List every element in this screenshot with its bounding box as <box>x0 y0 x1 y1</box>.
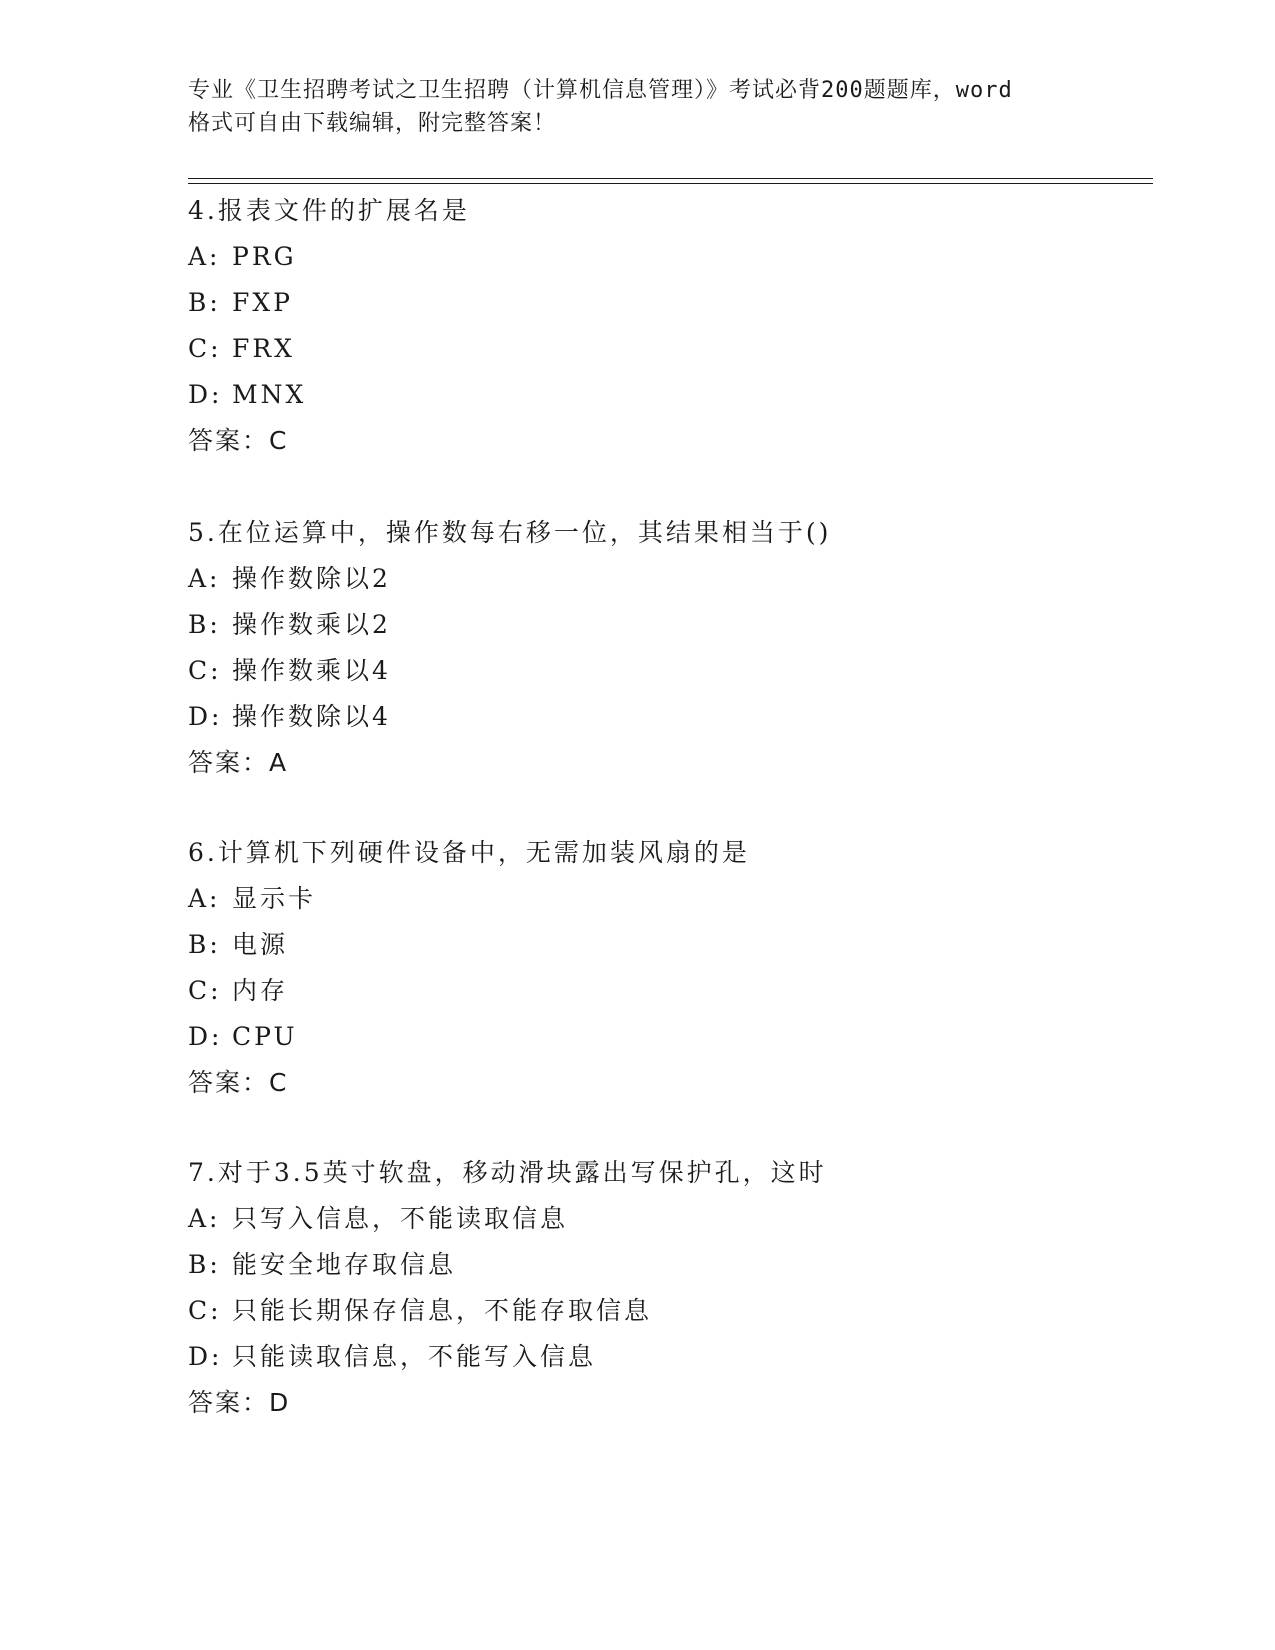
question-option <box>188 1334 1148 1380</box>
header-line: 格式可自由下载编辑，附完整答案！ <box>188 111 557 136</box>
option-text: 内存 <box>232 976 289 1005</box>
question-title: 6.计算机下列硬件设备中，无需加装风扇的是 <box>188 838 750 867</box>
question-title: 5.在位运算中，操作数每右移一位，其结果相当于() <box>188 518 832 547</box>
option-text: FRX <box>232 334 295 363</box>
question-option <box>188 234 1148 280</box>
option-text: 能安全地存取信息 <box>232 1250 457 1279</box>
question-option <box>188 280 1148 326</box>
option-key: D: <box>188 1022 223 1051</box>
option-key: A: <box>188 242 221 271</box>
question-option <box>188 372 1148 418</box>
option-key: B: <box>188 1250 221 1279</box>
option-text: MNX <box>232 380 307 409</box>
question-answer: 答案：C <box>188 426 289 455</box>
option-key: C: <box>188 656 222 685</box>
question-option <box>188 922 1148 968</box>
question-option <box>188 968 1148 1014</box>
question-option <box>188 1288 1148 1334</box>
option-text: 只能读取信息，不能写入信息 <box>232 1342 597 1371</box>
header-divider <box>188 178 1153 179</box>
question-option <box>188 694 1148 740</box>
option-key: B: <box>188 610 221 639</box>
option-key: B: <box>188 930 221 959</box>
option-text: 电源 <box>232 930 289 959</box>
question-title: 7.对于3.5英寸软盘，移动滑块露出写保护孔，这时 <box>188 1158 827 1187</box>
question-block <box>188 1150 1148 1426</box>
option-text: 只能长期保存信息，不能存取信息 <box>232 1296 653 1325</box>
question-block <box>188 188 1148 464</box>
option-key: A: <box>188 884 221 913</box>
option-text: 操作数乘以4 <box>232 656 391 685</box>
question-title: 4.报表文件的扩展名是 <box>188 196 470 225</box>
option-text: 显示卡 <box>232 884 317 913</box>
question-option <box>188 648 1148 694</box>
question-option <box>188 556 1148 602</box>
option-key: B: <box>188 288 221 317</box>
question-option <box>188 1014 1148 1060</box>
question-block <box>188 830 1148 1106</box>
option-text: 操作数除以2 <box>232 564 391 593</box>
option-key: A: <box>188 564 221 593</box>
question-option <box>188 326 1148 372</box>
option-text: 操作数乘以2 <box>232 610 391 639</box>
option-key: C: <box>188 976 222 1005</box>
question-option <box>188 602 1148 648</box>
question-answer: 答案：A <box>188 748 289 777</box>
option-key: D: <box>188 1342 223 1371</box>
option-text: PRG <box>232 242 297 271</box>
option-text: 只写入信息，不能读取信息 <box>232 1204 569 1233</box>
option-text: 操作数除以4 <box>232 702 391 731</box>
option-key: D: <box>188 380 223 409</box>
question-option <box>188 1242 1148 1288</box>
document-header <box>188 74 1088 140</box>
option-key: D: <box>188 702 223 731</box>
option-key: C: <box>188 334 222 363</box>
question-answer: 答案：C <box>188 1068 289 1097</box>
question-option <box>188 876 1148 922</box>
option-text: FXP <box>232 288 293 317</box>
header-line: 专业《卫生招聘考试之卫生招聘（计算机信息管理）》考试必背200题题库，word <box>188 78 1013 103</box>
option-key: A: <box>188 1204 221 1233</box>
option-text: CPU <box>232 1022 298 1051</box>
question-option <box>188 1196 1148 1242</box>
question-answer: 答案：D <box>188 1388 291 1417</box>
question-block <box>188 510 1148 786</box>
option-key: C: <box>188 1296 222 1325</box>
header-divider <box>188 183 1153 184</box>
